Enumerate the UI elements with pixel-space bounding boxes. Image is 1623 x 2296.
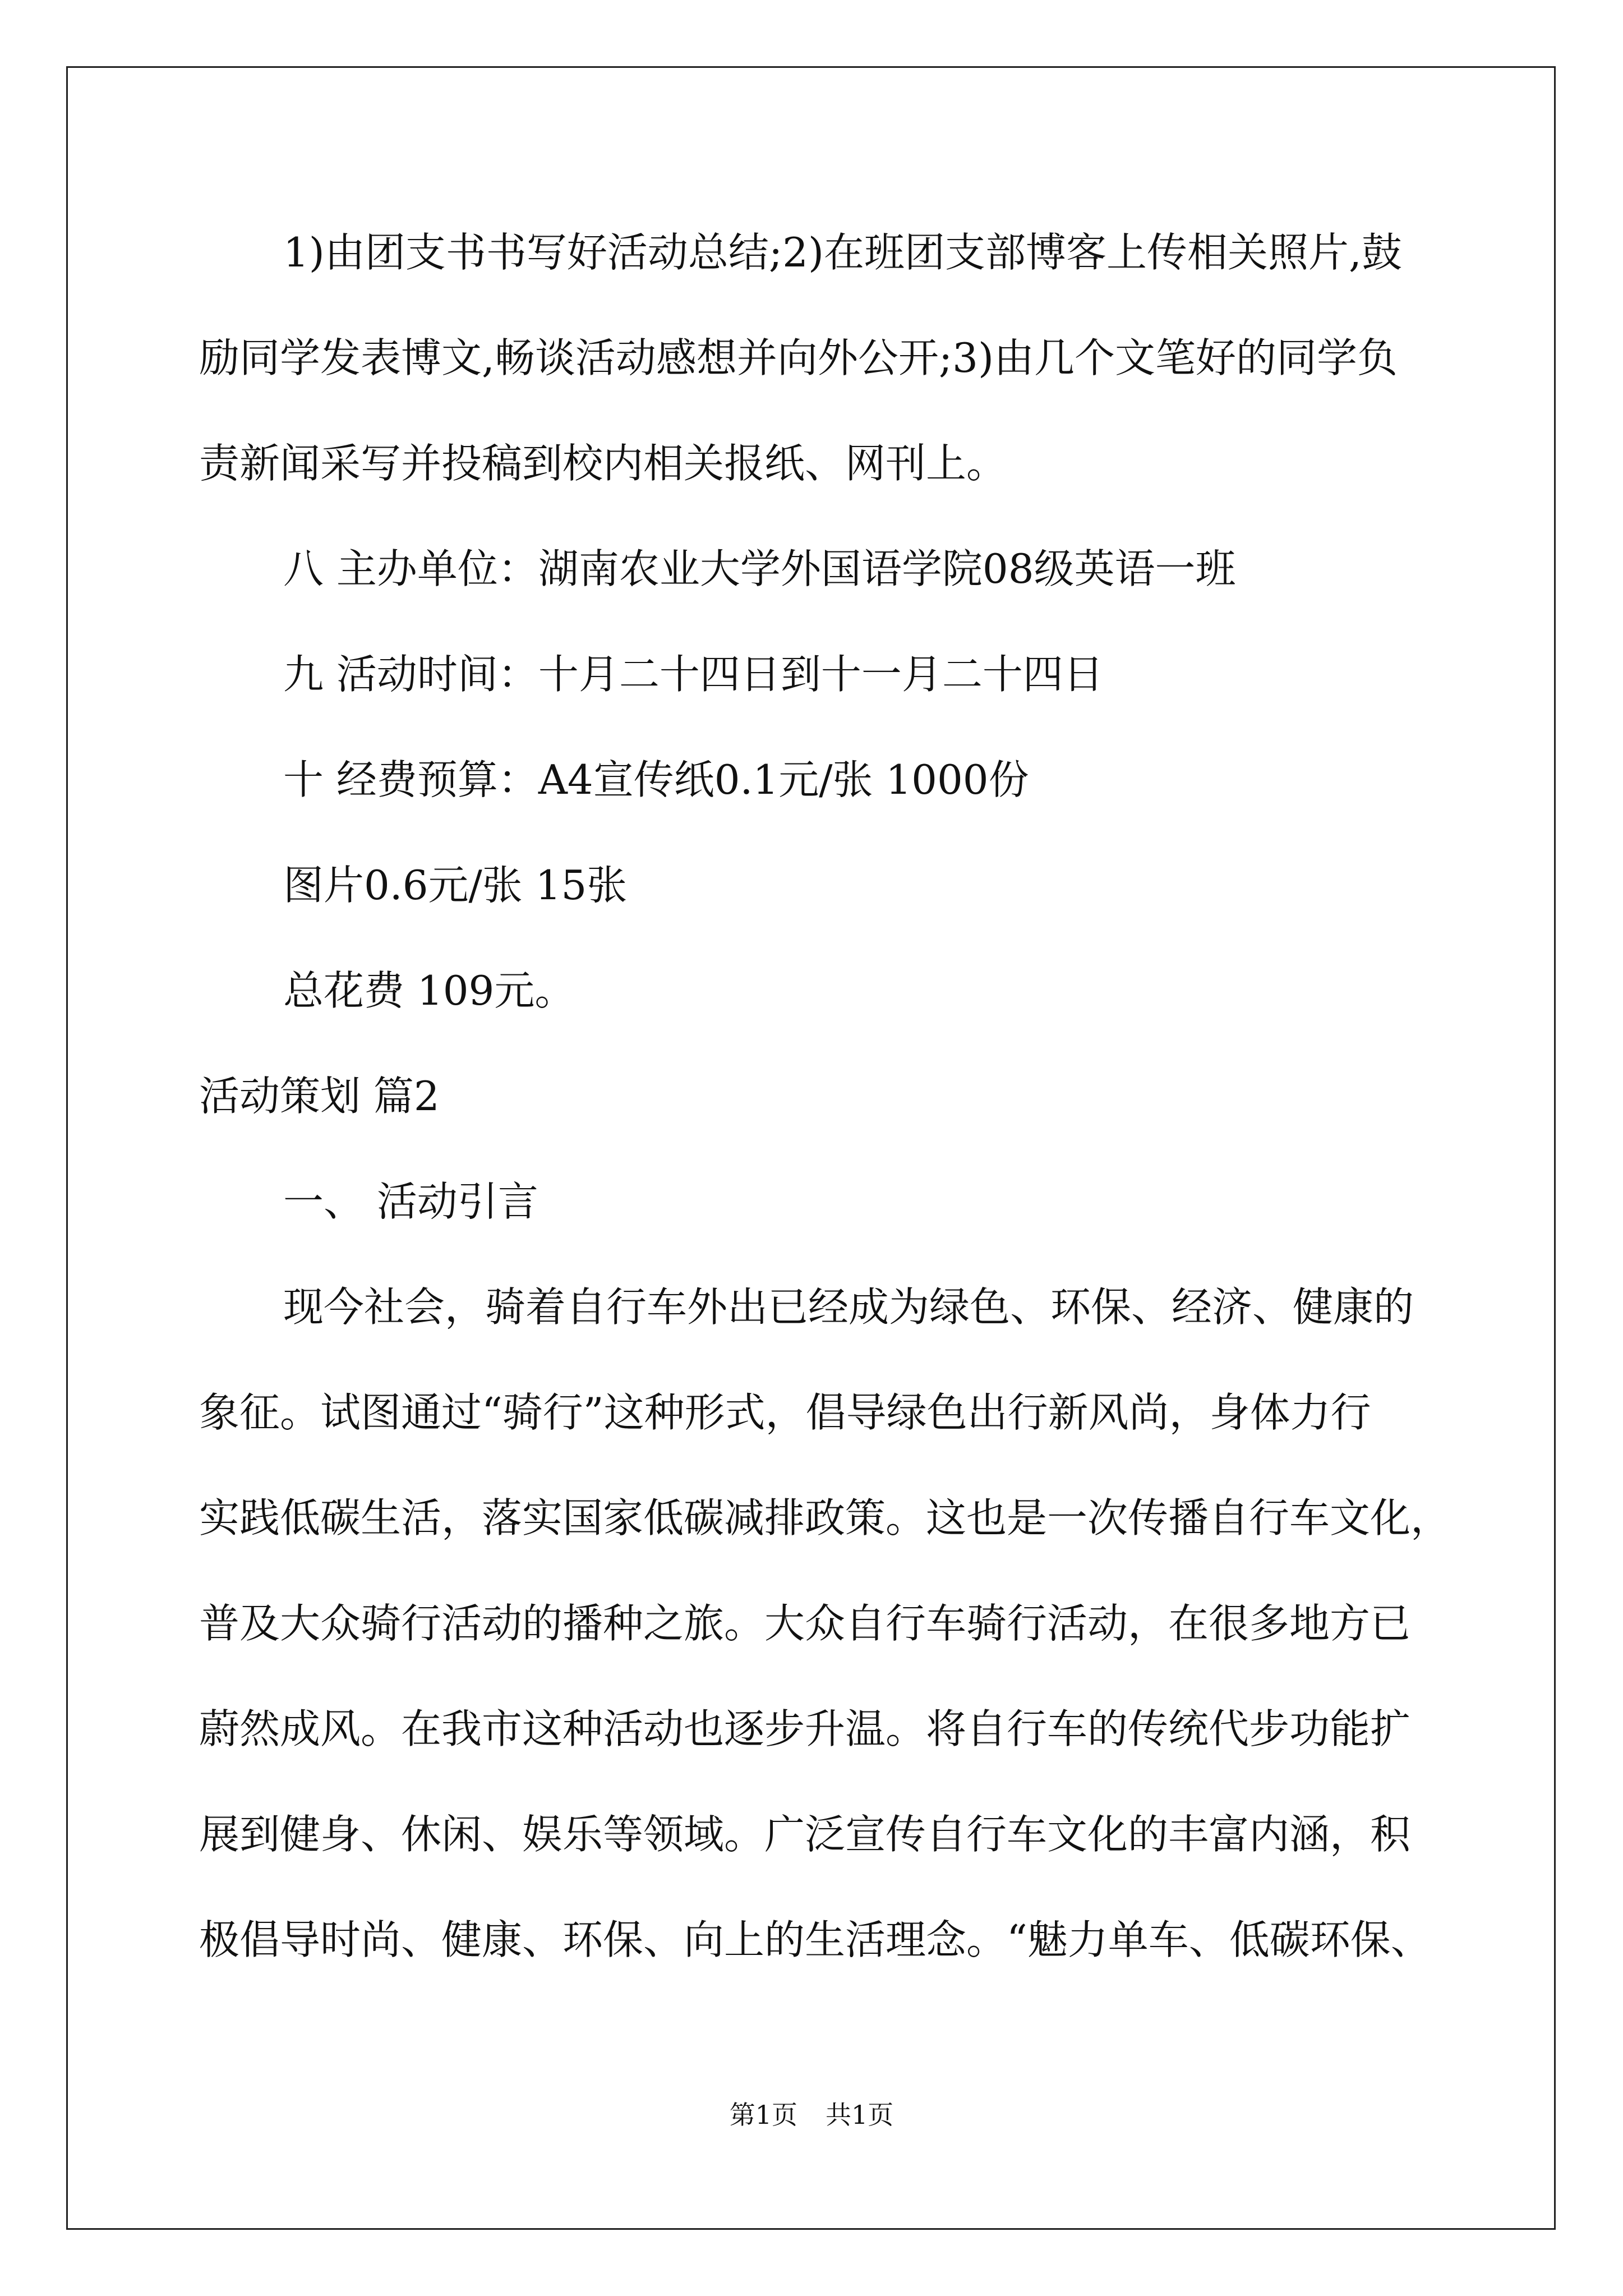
paragraph-line: 励同学发表博文,畅谈活动感想并向外公开;3)由几个文笔好的同学负 — [199, 334, 1398, 381]
paragraph-line: 1)由团支书书写好活动总结;2)在班团支部博客上传相关照片,鼓 — [283, 229, 1402, 276]
budget-line: 十 经费预算：A4宣传纸0.1元/张 1000份 — [283, 756, 1029, 803]
organizer-line: 八 主办单位：湖南农业大学外国语学院08级英语一班 — [283, 545, 1236, 592]
page-border — [66, 66, 1556, 2230]
page-footer — [0, 2098, 1623, 2132]
paragraph-line: 普及大众骑行活动的播种之旅。大众自行车骑行活动，在很多地方已 — [199, 1600, 1411, 1647]
paragraph-line: 实践低碳生活，落实国家低碳减排政策。这也是一次传播自行车文化， — [199, 1494, 1451, 1542]
paragraph-line: 象征。试图通过“骑行”这种形式，倡导绿色出行新风尚，身体力行 — [199, 1389, 1371, 1436]
page-number: 第1页 — [729, 2100, 797, 2130]
paragraph-line: 现今社会，骑着自行车外出已经成为绿色、环保、经济、健康的 — [283, 1283, 1414, 1331]
subsection-heading: 一、 活动引言 — [283, 1178, 538, 1225]
paragraph-line: 蔚然成风。在我市这种活动也逐步升温。将自行车的传统代步功能扩 — [199, 1705, 1411, 1752]
paragraph-line: 展到健身、休闲、娱乐等领域。广泛宣传自行车文化的丰富内涵，积 — [199, 1811, 1411, 1858]
time-line: 九 活动时间：十月二十四日到十一月二十四日 — [283, 651, 1104, 698]
paragraph-line: 极倡导时尚、健康、环保、向上的生活理念。“魅力单车、低碳环保、 — [199, 1916, 1431, 1963]
total-cost-line: 总花费 109元。 — [283, 967, 575, 1014]
section-heading: 活动策划 篇2 — [199, 1073, 440, 1120]
page-total: 共1页 — [826, 2100, 894, 2130]
paragraph-line: 责新闻采写并投稿到校内相关报纸、网刊上。 — [199, 440, 1007, 487]
budget-photo-line: 图片0.6元/张 15张 — [283, 862, 628, 909]
